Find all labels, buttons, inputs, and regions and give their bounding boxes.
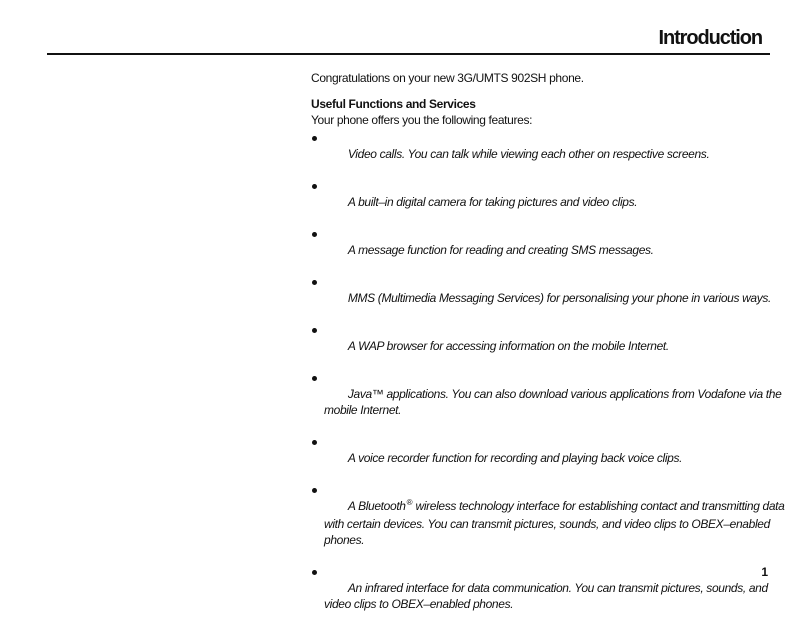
feature-text-continued: wireless technology interface for establishing contact and transmitting data with certain devices. You can transmit pictures, sounds, and video clips to OBEX–enabled phones. [324,499,785,547]
bullet-icon [312,488,317,493]
bullet-icon [312,570,317,575]
registered-mark: ® [406,498,413,507]
bullet-icon [312,136,317,141]
feature-text: A voice recorder function for recording and playing back voice clips. [347,451,683,465]
feature-item [311,178,781,226]
bullet-icon [312,232,317,237]
feature-text: MMS (Multimedia Messaging Services) for personalising your phone in various ways. [347,291,772,305]
bullet-icon [312,440,317,445]
feature-item [311,274,781,322]
bullet-icon [312,184,317,189]
feature-text: A WAP browser for accessing information on the mobile Internet. [347,339,669,353]
feature-item [311,322,781,370]
main-content [311,70,785,628]
feature-item [311,226,781,274]
feature-text: A message function for reading and creating SMS messages. [347,243,654,257]
feature-item [311,434,781,482]
feature-list [311,130,785,628]
feature-text: An infrared interface for data communication. You can transmit pictures, sounds, and video clips to OBEX–enabled phones. [324,581,768,611]
section-heading: Useful Functions and Services [311,97,476,111]
intro-line: Congratulations on your new 3G/UMTS 902SH phone. [311,71,584,85]
feature-item [311,370,781,434]
feature-item [311,482,785,564]
feature-text: Video calls. You can talk while viewing each other on respective screens. [347,147,710,161]
feature-text: A built–in digital camera for taking pictures and video clips. [347,195,638,209]
bullet-icon [312,328,317,333]
bullet-icon [312,280,317,285]
feature-item [311,130,781,178]
page-title: Introduction [658,27,762,49]
section-intro: Your phone offers you the following features: [311,113,533,127]
feature-text: Java™ applications. You can also download various applications from Vodafone via the mobile Internet. [324,387,782,417]
page-number: 1 [761,565,768,579]
feature-item [311,564,781,628]
bullet-icon [312,376,317,381]
header-rule [47,53,770,55]
feature-text: A Bluetooth [347,499,406,513]
